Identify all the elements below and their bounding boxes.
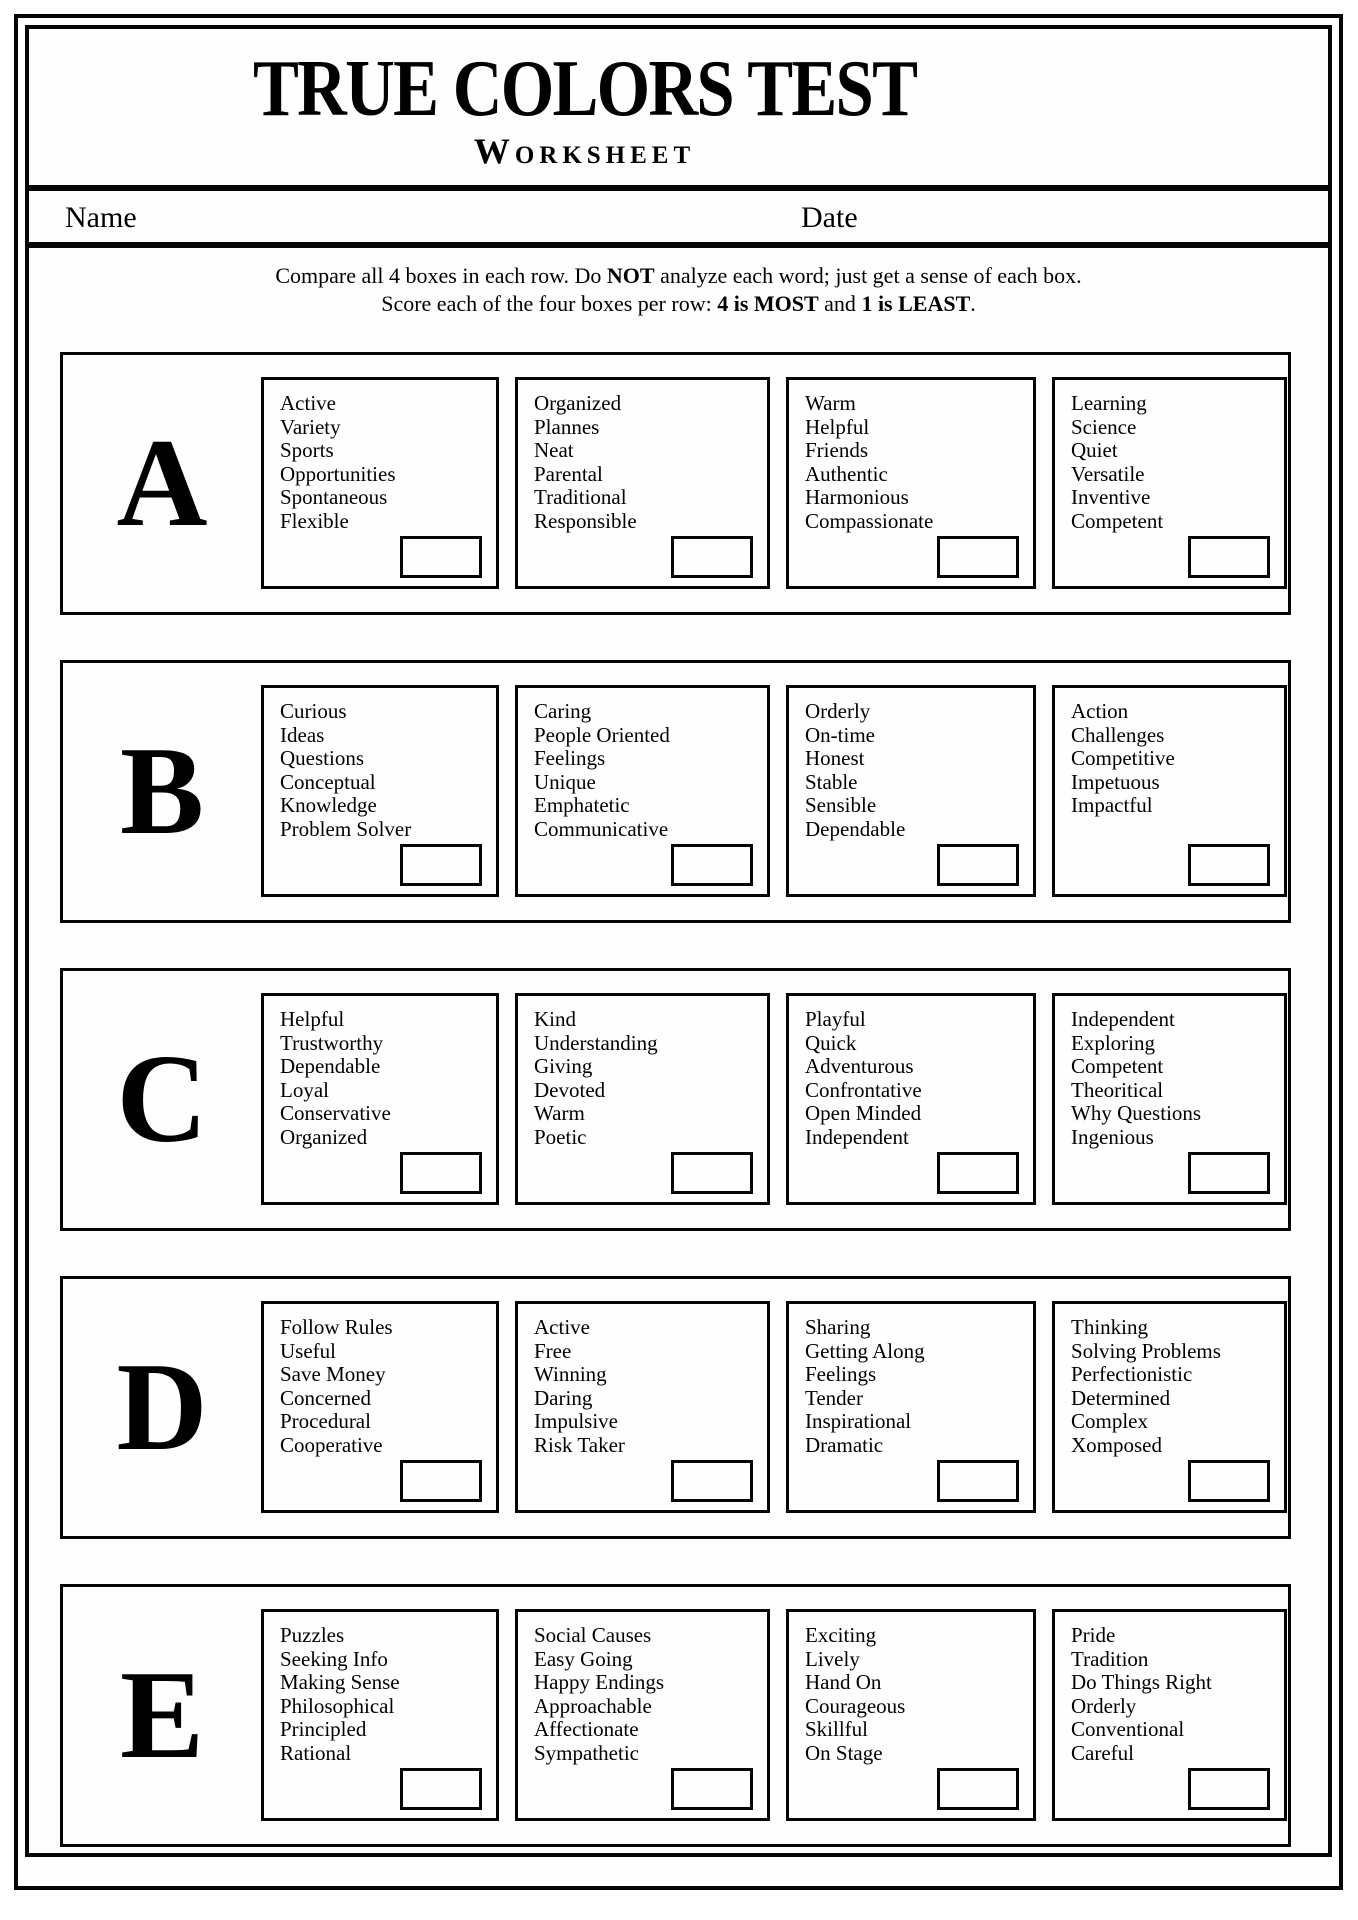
row-letter: C [116,1029,208,1169]
word-item: Orderly [1071,1693,1137,1718]
word-item: Parental [534,461,603,486]
row-section-C [60,968,1291,1231]
row-letter-cell [63,663,261,920]
word-item: Neat [534,438,574,462]
score-box[interactable] [1188,844,1270,886]
word-item: Feelings [805,1362,877,1386]
word-item: Responsible [534,508,637,533]
word-item: Pride [1071,1623,1116,1647]
word-item: Warm [534,1101,585,1125]
word-item: Complex [1071,1409,1148,1433]
word-item: Harmonious [805,485,909,509]
word-item: Tender [805,1385,863,1410]
word-box [261,685,499,897]
row-letter-cell [63,971,261,1228]
row-letter-cell [63,355,261,612]
word-item: Competitive [1071,746,1175,770]
word-item: Save Money [280,1362,386,1386]
score-box[interactable] [937,1768,1019,1810]
word-item: Learning [1071,391,1147,415]
word-box [1052,993,1287,1205]
word-item: Confrontative [805,1077,922,1102]
score-box[interactable] [937,536,1019,578]
word-item: Unique [534,769,596,794]
word-item: Problem Solver [280,816,412,841]
word-item: Courageous [805,1693,906,1718]
word-item: Organized [280,1124,368,1149]
word-item: Making Sense [280,1670,400,1694]
row-section-E [60,1584,1291,1847]
word-item: Theoritical [1071,1077,1164,1102]
date-label: Date [801,201,858,234]
word-item: On Stage [805,1740,883,1765]
word-item: Opportunities [280,461,396,486]
word-item: Exploring [1071,1030,1155,1055]
row-section-B [60,660,1291,923]
word-item: Conceptual [280,769,376,794]
score-box[interactable] [400,844,482,886]
title-block [29,29,1328,191]
word-box [1052,377,1287,589]
word-item: Philosophical [280,1693,395,1718]
word-item: Emphatetic [534,793,630,817]
score-box[interactable] [671,1152,753,1194]
word-item: Understanding [534,1030,658,1055]
word-box [786,1609,1036,1821]
word-item: Devoted [534,1077,606,1102]
word-boxes [261,1279,1287,1536]
word-box [1052,1301,1287,1513]
score-box[interactable] [671,844,753,886]
word-item: Getting Along [805,1338,925,1363]
word-item: Kind [534,1007,576,1031]
word-item: Sharing [805,1315,871,1339]
word-item: Feelings [534,746,606,770]
word-item: Quiet [1071,438,1118,462]
score-box[interactable] [1188,1152,1270,1194]
word-box [515,1301,770,1513]
word-item: On-time [805,722,875,747]
word-item: Impulsive [534,1409,618,1433]
word-box [261,1609,499,1821]
word-item: Knowledge [280,793,377,817]
score-box[interactable] [1188,1768,1270,1810]
word-item: Competent [1071,1054,1164,1078]
word-item: Plannes [534,414,600,439]
word-item: Rational [280,1740,352,1765]
word-item: Quick [805,1030,857,1055]
word-box [515,1609,770,1821]
word-item: Dependable [280,1054,381,1078]
word-item: Active [280,391,336,415]
word-item: Dependable [805,816,906,841]
score-box[interactable] [400,1460,482,1502]
word-item: Sensible [805,793,877,817]
score-box[interactable] [937,1152,1019,1194]
word-box [1052,1609,1287,1821]
word-box [786,993,1036,1205]
word-item: Seeking Info [280,1646,388,1671]
word-box [261,377,499,589]
score-box[interactable] [400,536,482,578]
word-item: Helpful [805,414,870,439]
word-item: Giving [534,1054,593,1078]
word-item: Procedural [280,1409,371,1433]
word-item: Easy Going [534,1646,633,1671]
word-item: Do Things Right [1071,1670,1212,1694]
name-label: Name [65,201,137,234]
word-item: Compassionate [805,508,934,533]
word-boxes [261,1587,1287,1844]
word-item: Hand On [805,1670,882,1694]
word-item: Poetic [534,1124,587,1149]
worksheet-frame [25,25,1332,1857]
instructions-line-1: Compare all 4 boxes in each row. Do NOT analyze each word; just get a sense of each box. [275,263,1082,288]
word-item: Sympathetic [534,1740,639,1765]
word-item: Action [1071,699,1129,723]
word-item: Daring [534,1385,593,1410]
word-item: Social Causes [534,1623,652,1647]
word-item: Versatile [1071,461,1145,486]
worksheet-page [14,14,1343,1890]
page-title: TRUE COLORS TEST [252,45,917,133]
word-item: Variety [280,414,341,439]
word-item: Free [534,1338,572,1363]
word-item: Competent [1071,508,1164,533]
word-boxes [261,971,1287,1228]
word-item: Honest [805,746,865,770]
word-item: Perfectionistic [1071,1362,1193,1386]
word-item: Impetuous [1071,769,1160,794]
row-letter: D [116,1337,208,1477]
instructions-line-2: Score each of the four boxes per row: 4 is MOST and 1 is LEAST. [381,291,976,316]
word-box [515,993,770,1205]
word-item: Thinking [1071,1315,1148,1339]
word-item: Xomposed [1071,1432,1162,1457]
word-boxes [261,663,1287,920]
word-item: Spontaneous [280,485,388,509]
score-box[interactable] [1188,536,1270,578]
word-item: Authentic [805,461,888,486]
word-box [1052,685,1287,897]
score-box[interactable] [937,844,1019,886]
word-item: Risk Taker [534,1432,625,1457]
word-item: Approachable [534,1693,652,1718]
word-item: Organized [534,391,622,415]
name-date-row [29,191,1328,248]
word-box [786,1301,1036,1513]
score-box[interactable] [671,1460,753,1502]
word-item: Independent [805,1124,909,1149]
word-item: Cooperative [280,1432,383,1457]
word-item: Active [534,1315,590,1339]
word-item: Principled [280,1717,367,1741]
row-letter: A [116,413,208,553]
word-item: Lively [805,1646,860,1671]
word-box [515,685,770,897]
word-item: Traditional [534,485,627,509]
row-letter: E [119,1645,205,1785]
score-box[interactable] [400,1152,482,1194]
score-box[interactable] [671,1768,753,1810]
word-item: Concerned [280,1385,371,1410]
word-item: Why Questions [1071,1101,1202,1125]
word-item: Science [1071,414,1137,439]
word-item: Stable [805,769,858,794]
word-item: Ingenious [1071,1124,1154,1149]
word-item: People Oriented [534,722,670,747]
word-item: Flexible [280,508,349,533]
word-item: Orderly [805,699,871,723]
score-box[interactable] [671,536,753,578]
row-section-A [60,352,1291,615]
word-item: Questions [280,746,364,770]
word-item: Determined [1071,1385,1171,1410]
row-section-D [60,1276,1291,1539]
page-subtitle: Worksheet [473,131,696,171]
word-item: Trustworthy [280,1030,384,1055]
word-item: Challenges [1071,722,1165,747]
word-item: Careful [1071,1740,1134,1765]
word-item: Conventional [1071,1717,1185,1741]
word-box [515,377,770,589]
word-item: Sports [280,438,334,462]
word-item: Open Minded [805,1101,922,1125]
word-item: Communicative [534,816,669,841]
word-box [786,377,1036,589]
word-item: Follow Rules [280,1315,393,1339]
score-box[interactable] [937,1460,1019,1502]
word-item: Playful [805,1007,866,1031]
instructions [29,248,1328,318]
word-item: Caring [534,699,592,723]
word-item: Exciting [805,1623,877,1647]
word-item: Happy Endings [534,1670,665,1694]
word-item: Conservative [280,1101,391,1125]
row-letter: B [119,721,205,861]
row-letter-cell [63,1587,261,1844]
row-letter-cell [63,1279,261,1536]
word-box [261,1301,499,1513]
word-box [261,993,499,1205]
word-item: Warm [805,391,856,415]
word-item: Dramatic [805,1432,884,1457]
word-item: Loyal [280,1077,329,1102]
word-item: Tradition [1071,1646,1149,1671]
word-item: Puzzles [280,1623,345,1647]
score-box[interactable] [1188,1460,1270,1502]
word-item: Helpful [280,1007,345,1031]
word-item: Friends [805,438,868,462]
word-box [786,685,1036,897]
word-item: Ideas [280,722,325,747]
word-item: Curious [280,699,347,723]
word-item: Useful [280,1338,336,1363]
word-item: Solving Problems [1071,1338,1221,1363]
word-item: Winning [534,1362,607,1386]
word-item: Adventurous [805,1054,914,1078]
word-item: Inspirational [805,1409,912,1433]
score-box[interactable] [400,1768,482,1810]
word-item: Impactful [1071,793,1153,817]
rows [29,352,1328,1847]
word-item: Skillful [805,1717,869,1741]
word-item: Independent [1071,1007,1175,1031]
word-item: Inventive [1071,485,1151,509]
word-item: Affectionate [534,1717,639,1741]
word-boxes [261,355,1287,612]
